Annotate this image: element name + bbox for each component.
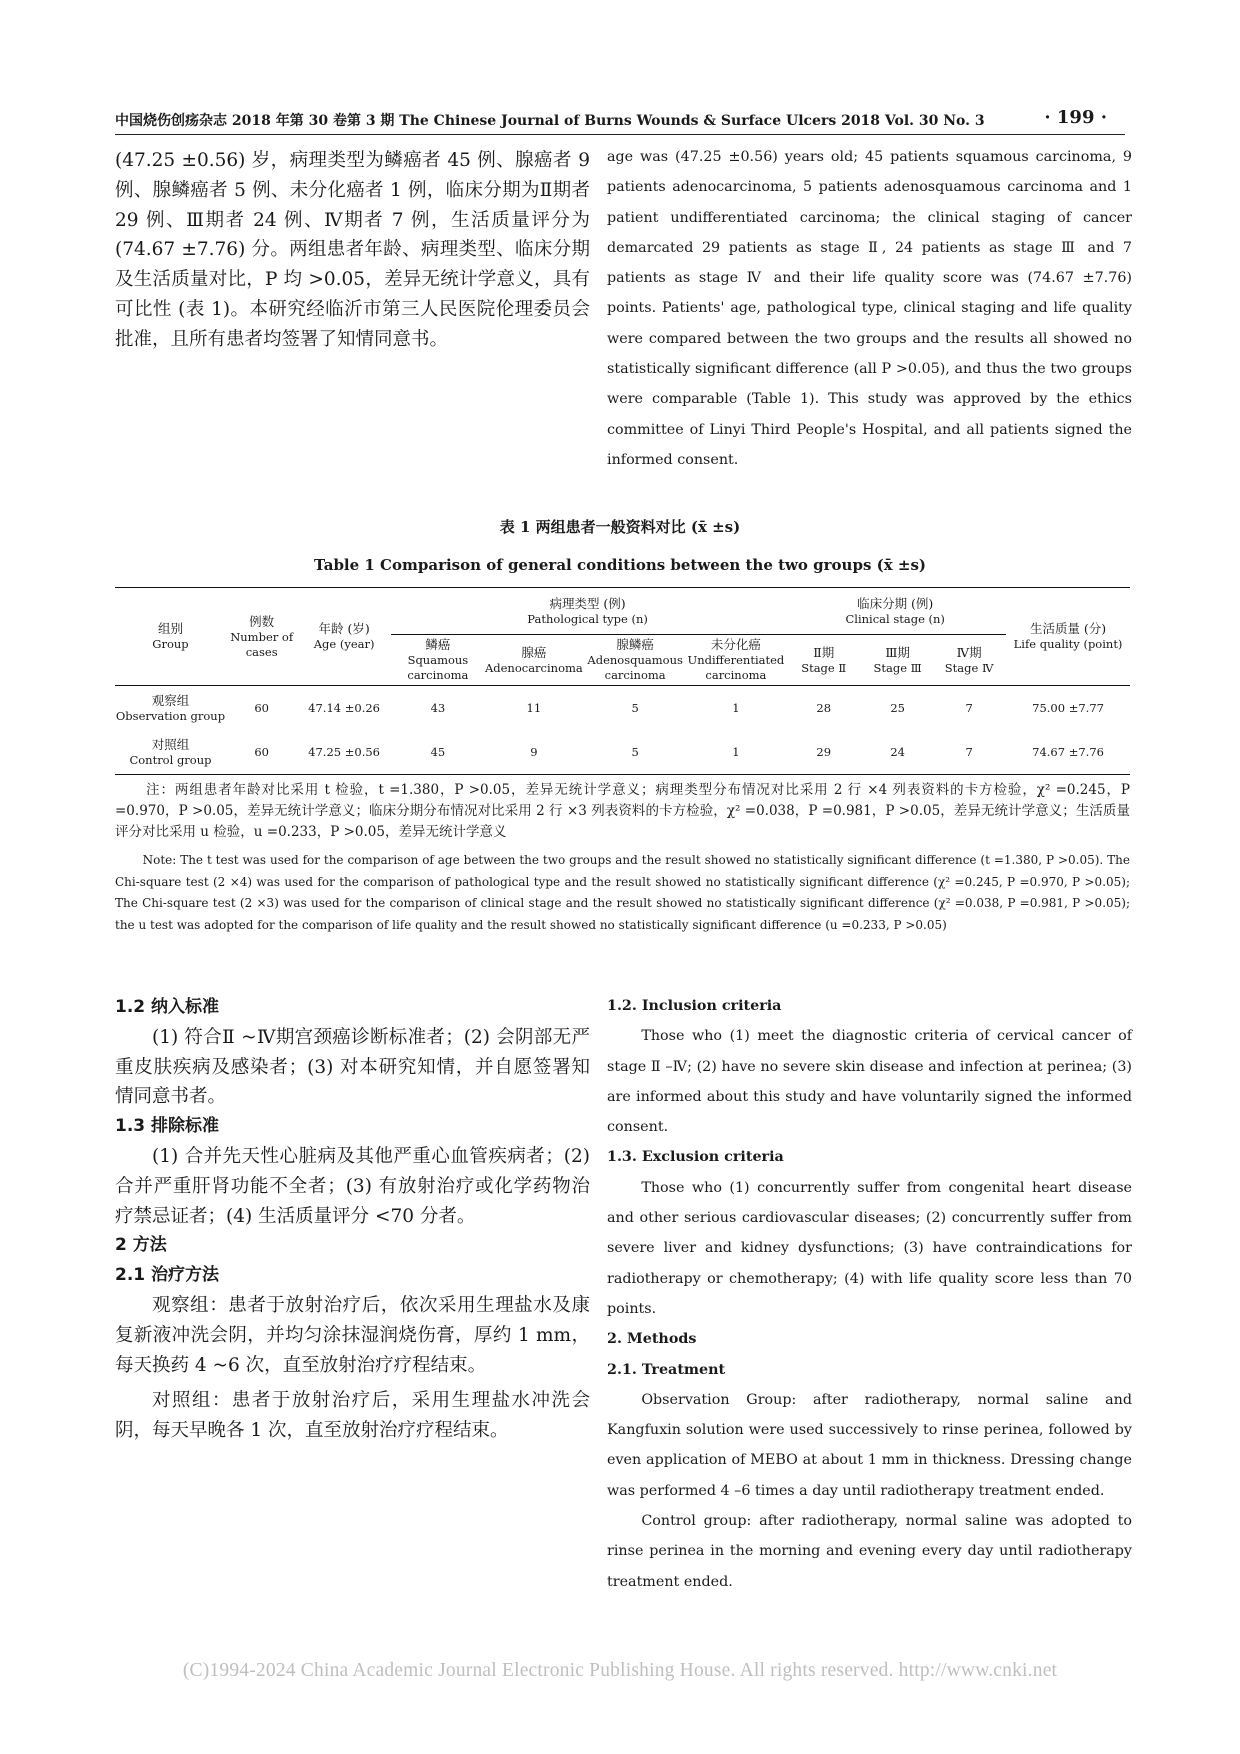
col-adenocarcinoma: 腺癌 Adenocarcinoma	[485, 635, 583, 686]
section-1-3-body-zh: (1) 合并先天性心脏病及其他严重心血管疾病者；(2) 合并严重肝肾功能不全者；(3) 有放射治疗或化学药物治疗禁忌证者；(4) 生活质量评分 <70 分者。	[115, 1145, 590, 1227]
col-age: 年龄 (岁) Age (year)	[297, 588, 390, 686]
top-en-column	[607, 142, 1132, 475]
table-note-zh: 注：两组患者年龄对比采用 t 检验，t =1.380，P >0.05，差异无统计学意义；病理类型分布情况对比采用 2 行 ×4 列表资料的卡方检验，χ² =0.245，P =0.970，P >0.05，差异无统计学意义；临床分期分布情况对比采用 2 行 ×3 列表资料的卡方检验，χ² =0.038，P =0.981，P >0.05，差异无统计学意义；生活质量评分对比采用 u 检验，u =0.233，P >0.05，差异无统计学意义	[115, 782, 1130, 840]
section-2-1-title-zh: 2.1 治疗方法	[115, 1265, 220, 1286]
cell-adenosquamous: 5	[583, 730, 688, 775]
col-stage-3: Ⅲ期 Stage Ⅲ	[863, 635, 932, 686]
cell-adenosquamous: 5	[631, 700, 639, 715]
top-en-paragraph: age was (47.25 ±0.56) years old; 45 patients squamous carcinoma, 9 patients adenocarcinoma, 5 patients adenosquamous carcinoma and 1 patient undifferentiated carcinoma; the clinical staging of cancer demarcated 29 patients as stage Ⅱ, 24 patients as stage Ⅲ and 7 patients as stage Ⅳ and their life quality score was (74.67 ±7.76) points. Patients' age, pathological type, clinical staging and life quality were compared between the two groups and the results all showed no statistically significant difference (all P >0.05), and thus the two groups were comparable (Table 1). This study was approved by the ethics committee of Linyi Third People's Hospital, and all patients signed the informed consent.	[607, 149, 1132, 468]
cell-adenocarcinoma: 11	[526, 700, 542, 715]
cell-stage-3: 25	[890, 700, 905, 715]
cell-group: 观察组 Observation group	[115, 692, 226, 723]
section-1-3-title-zh: 1.3 排除标准	[115, 1116, 220, 1137]
page-number: · 199 ·	[1044, 107, 1107, 128]
cell-stage-2: 28	[816, 700, 832, 715]
table-row-control	[115, 730, 1130, 775]
lower-zh-column	[115, 993, 590, 1446]
cell-undifferentiated: 1	[732, 700, 740, 715]
table-row-observation	[115, 686, 1130, 731]
cell-age: 47.14 ±0.26	[308, 700, 380, 715]
col-pathological-type: 病理类型 (例) Pathological type (n)	[391, 588, 784, 635]
col-group: 组别 Group	[115, 588, 226, 686]
section-2-1-para1-zh: 观察组：患者于放射治疗后，依次采用生理盐水及康复新液冲洗会阴，并均匀涂抹湿润烧伤膏，厚约 1 mm，每天换药 4 ~6 次，直至放射治疗疗程结束。	[115, 1294, 590, 1376]
cell-stage-2: 29	[784, 730, 863, 775]
table-header-row-1	[115, 588, 1130, 635]
col-cases: 例数 Number of cases	[226, 588, 297, 686]
table-caption-en: Table 1 Comparison of general conditions between the two groups (x̄ ±s)	[314, 556, 926, 574]
section-1-3-title-en: 1.3. Exclusion criteria	[607, 1149, 784, 1166]
section-1-2-title-zh: 1.2 纳入标准	[115, 997, 220, 1017]
section-2-title-zh: 2 方法	[115, 1235, 167, 1256]
table-note-en: Note: The t test was used for the comparison of age between the two groups and the result showed no statistically significant difference (t =1.380, P >0.05). The Chi-square test (2 ×4) was used for the comparison of pathological type and the result showed no statistically significant difference (χ² =0.245, P =0.970, P >0.05); The Chi-square test (2 ×3) was used for the comparison of clinical stage and the result showed no statistically significant difference (χ² =0.038, P =0.981, P >0.05); the u test was adopted for the comparison of life quality and the result showed no statistically significant difference (u =0.233, P >0.05)	[115, 853, 1130, 932]
cell-cases: 60	[254, 700, 269, 715]
section-2-1-para2-zh: 对照组：患者于放射治疗后，采用生理盐水冲洗会阴，每天早晚各 1 次，直至放射治疗疗程结束。	[115, 1390, 590, 1442]
journal-header-text: 中国烧伤创疡杂志 2018 年第 30 卷第 3 期 The Chinese Journal of Burns Wounds & Surface Ulcers 2018 Vol. 30 No. 3	[115, 113, 985, 129]
top-zh-column	[115, 146, 590, 355]
top-zh-paragraph: (47.25 ±0.56) 岁，病理类型为鳞癌者 45 例、腺癌者 9 例、腺鳞癌者 5 例、未分化癌者 1 例，临床分期为Ⅱ期者 29 例、Ⅲ期者 24 例、Ⅳ期者 7 例，生活质量评分为 (74.67 ±7.76) 分。两组患者年龄、病理类型、临床分期及生活质量对比，P 均 >0.05，差异无统计学意义，具有可比性 (表 1)。本研究经临沂市第三人民医院伦理委员会批准，且所有患者均签署了知情同意书。	[115, 150, 590, 350]
cell-life-quality: 75.00 ±7.77	[1032, 700, 1104, 715]
cell-group: 对照组 Control group	[115, 730, 226, 775]
section-1-3-body-en: Those who (1) concurrently suffer from congenital heart disease and other serious cardiovascular diseases; (2) concurrently suffer from severe liver and kidney dysfunctions; (3) have contraindications for radiotherapy or chemotherapy; (4) with life quality score less than 70 points.	[607, 1179, 1132, 1317]
section-1-2-title-en: 1.2. Inclusion criteria	[607, 998, 782, 1014]
cell-stage-4: 7	[932, 730, 1006, 775]
col-clinical-stage: 临床分期 (例) Clinical stage (n)	[784, 588, 1006, 635]
col-adenosquamous: 腺鳞癌 Adenosquamous carcinoma	[583, 635, 688, 686]
col-life-quality: 生活质量 (分) Life quality (point)	[1006, 588, 1130, 686]
copyright-footer: (C)1994-2024 China Academic Journal Electronic Publishing House. All rights reserved. http://www.cnki.net	[182, 1660, 1058, 1681]
section-1-2-body-zh: (1) 符合Ⅱ ~Ⅳ期宫颈癌诊断标准者；(2) 会阴部无严重皮肤疾病及感染者；(3) 对本研究知情，并自愿签署知情同意书者。	[115, 1026, 590, 1108]
col-squamous: 鳞癌 Squamous carcinoma	[391, 635, 485, 686]
col-stage-4: Ⅳ期 Stage Ⅳ	[932, 635, 1006, 686]
cell-life-quality: 74.67 ±7.76	[1006, 730, 1130, 775]
lower-en-column	[607, 991, 1132, 1597]
table-1	[115, 587, 1130, 775]
running-header	[115, 104, 1125, 135]
cell-stage-3: 24	[863, 730, 932, 775]
cell-squamous: 45	[391, 730, 485, 775]
section-2-title-en: 2. Methods	[607, 1331, 697, 1348]
cell-age: 47.25 ±0.56	[297, 730, 390, 775]
cell-stage-4: 7	[965, 700, 973, 715]
section-2-1-para1-en: Observation Group: after radiotherapy, normal saline and Kangfuxin solution were used successively to rinse perinea, followed by even application of MEBO at about 1 mm in thickness. Dressing change was performed 4 –6 times a day until radiotherapy treatment ended.	[607, 1391, 1132, 1499]
cell-cases: 60	[226, 730, 297, 775]
cell-undifferentiated: 1	[688, 730, 785, 775]
section-1-2-body-en: Those who (1) meet the diagnostic criteria of cervical cancer of stage Ⅱ –Ⅳ; (2) have no severe skin disease and infection at perinea; (3) are informed about this study and have voluntarily signed the informed consent.	[607, 1028, 1132, 1136]
table-caption-zh: 表 1 两组患者一般资料对比 (x̄ ±s)	[499, 518, 741, 536]
col-stage-2: Ⅱ期 Stage Ⅱ	[784, 635, 863, 686]
cell-squamous: 43	[430, 700, 446, 715]
section-2-1-para2-en: Control group: after radiotherapy, normal saline was adopted to rinse perinea in the morning and evening every day until radiotherapy treatment ended.	[607, 1513, 1132, 1590]
cell-adenocarcinoma: 9	[485, 730, 583, 775]
col-undifferentiated: 未分化癌 Undifferentiated carcinoma	[688, 635, 785, 686]
section-2-1-title-en: 2.1. Treatment	[607, 1361, 726, 1378]
